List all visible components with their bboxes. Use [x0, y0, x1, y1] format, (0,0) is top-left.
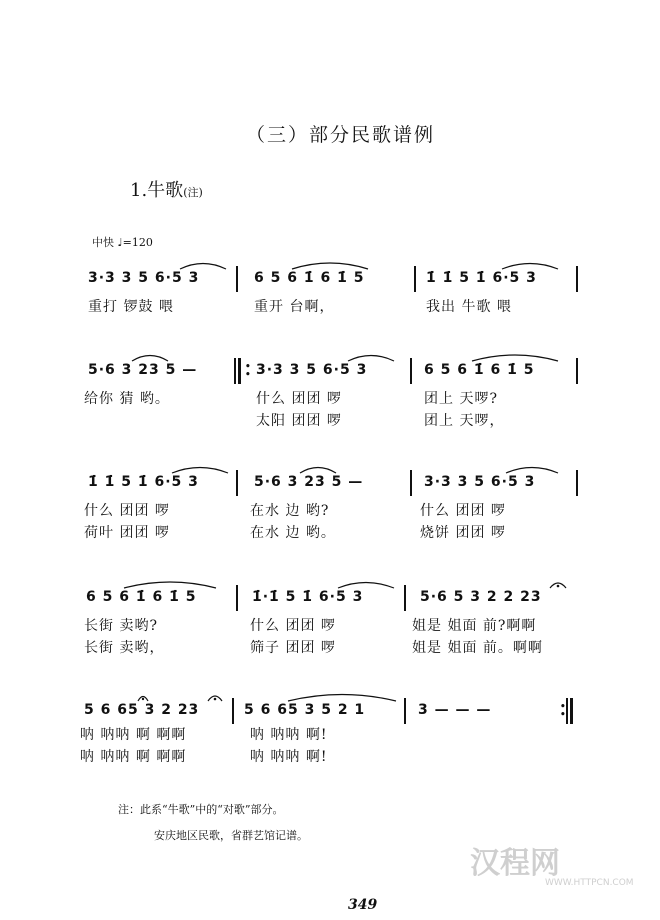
lyric-line-1: 什么 团团 啰 — [420, 503, 506, 519]
tempo-marking: 中快 ♩=120 — [92, 236, 153, 249]
slur — [286, 692, 398, 702]
measure-notes: 3·3 3 5 6·5 3 — [256, 362, 368, 378]
slur — [504, 464, 560, 474]
slur — [470, 352, 560, 362]
measure-notes: 6 5 6 1̇ 6 1̇ 5 — [424, 362, 535, 378]
barline — [410, 358, 412, 384]
lyric-line-1: 什么 团团 啰 — [84, 503, 170, 519]
barline — [234, 358, 236, 384]
slur — [178, 260, 228, 270]
measure-notes: 1̇ 1̇ 5 1̇ 6·5 3 — [426, 270, 537, 286]
barline — [576, 358, 578, 384]
slur — [290, 260, 370, 270]
barline — [404, 585, 406, 611]
measure-notes: 3·3 3 5 6·5 3 — [424, 474, 536, 490]
measure-notes: 3 — — — — [418, 702, 492, 718]
measure-notes: 1̇·1̇ 5 1̇ 6·5 3 — [252, 589, 364, 605]
lyric-line-2: 太阳 团团 啰 — [256, 413, 342, 429]
section-title: （三）部分民歌谱例 — [246, 124, 436, 146]
barline — [236, 266, 238, 292]
slur — [298, 464, 338, 474]
repeat-end-barline — [570, 698, 573, 724]
lyric-line-1: 重打 锣鼓 喂 — [88, 299, 174, 315]
lyric-line-2: 在水 边 哟。 — [250, 525, 336, 541]
score-system-1 — [0, 266, 660, 366]
lyric-line-2: 呐 呐呐 啊 啊啊 — [80, 749, 187, 765]
barline — [576, 470, 578, 496]
score-system-4 — [0, 585, 660, 685]
score-system-5 — [0, 698, 660, 798]
measure-notes: 6 5 6 1̇ 6 1̇ 5 — [254, 270, 365, 286]
lyric-line-2: 烧饼 团团 啰 — [420, 525, 506, 541]
barline — [576, 266, 578, 292]
measure-notes: 5·6 5 3 2 2 23 — [420, 589, 542, 605]
lyric-line-2: 呐 呐呐 啊! — [250, 749, 328, 765]
barline — [236, 470, 238, 496]
measure-notes: 5·6 3 23 5 — — [254, 474, 364, 490]
repeat-dots: • • — [560, 702, 566, 720]
lyric-line-1: 呐 呐呐 啊 啊啊 — [80, 727, 187, 743]
lyric-line-1: 长街 卖哟? — [84, 618, 158, 634]
lyric-line-2: 姐是 姐面 前。啊啊 — [412, 640, 543, 656]
measure-notes: 5 6 65 3 5 2 1 — [244, 702, 366, 718]
measure-notes: 5 6 65 3 2 23 — [84, 702, 200, 718]
lyric-line-1: 什么 团团 啰 — [256, 391, 342, 407]
footnote-line-1: 注：此系“牛歌”中的“对歌”部分。 — [118, 803, 284, 816]
score-system-3 — [0, 470, 660, 570]
slur — [170, 464, 230, 474]
repeat-start-barline — [238, 358, 241, 384]
barline — [410, 470, 412, 496]
footnote-line-2: 安庆地区民歌，省群艺馆记谱。 — [154, 829, 308, 842]
measure-notes: 5·6 3 23 5 — — [88, 362, 198, 378]
fermata — [136, 692, 150, 702]
lyric-line-1: 团上 天啰? — [424, 391, 498, 407]
lyric-line-1: 给你 猜 哟。 — [84, 391, 170, 407]
page-number: 349 — [348, 897, 378, 913]
slur — [122, 579, 218, 589]
lyric-line-1: 姐是 姐面 前?啊啊 — [412, 618, 537, 634]
song-note-mark: (注) — [183, 186, 203, 199]
lyric-line-1: 重开 台啊， — [254, 299, 335, 315]
song-title — [130, 176, 203, 202]
lyric-line-2: 长街 卖哟， — [84, 640, 165, 656]
lyric-line-1: 什么 团团 啰 — [250, 618, 336, 634]
slur — [336, 579, 396, 589]
lyric-line-1: 在水 边 哟? — [250, 503, 330, 519]
slur — [346, 352, 396, 362]
score-system-2 — [0, 358, 660, 458]
lyric-line-2: 筛子 团团 啰 — [250, 640, 336, 656]
lyric-line-1: 我出 牛歌 喂 — [426, 299, 512, 315]
repeat-dots: • • — [245, 362, 251, 380]
barline — [232, 698, 234, 724]
song-number-title: 1.牛歌 — [130, 180, 184, 201]
barline — [566, 698, 568, 724]
measure-notes: 1̇ 1̇ 5 1̇ 6·5 3 — [88, 474, 199, 490]
measure-notes: 6 5 6 1̇ 6 1̇ 5 — [86, 589, 197, 605]
watermark-url: WWW.HTTPCN.COM — [545, 878, 634, 888]
lyric-line-2: 团上 天啰， — [424, 413, 505, 429]
watermark-logo: 汉程网 — [470, 846, 560, 881]
barline — [236, 585, 238, 611]
lyric-line-1: 呐 呐呐 啊! — [250, 727, 328, 743]
barline — [414, 266, 416, 292]
fermata — [548, 579, 568, 589]
footnote — [118, 797, 308, 849]
barline — [404, 698, 406, 724]
lyric-line-2: 荷叶 团团 啰 — [84, 525, 170, 541]
slur — [130, 352, 170, 362]
slur — [500, 260, 560, 270]
fermata — [206, 692, 224, 702]
measure-notes: 3·3 3 5 6·5 3 — [88, 270, 200, 286]
